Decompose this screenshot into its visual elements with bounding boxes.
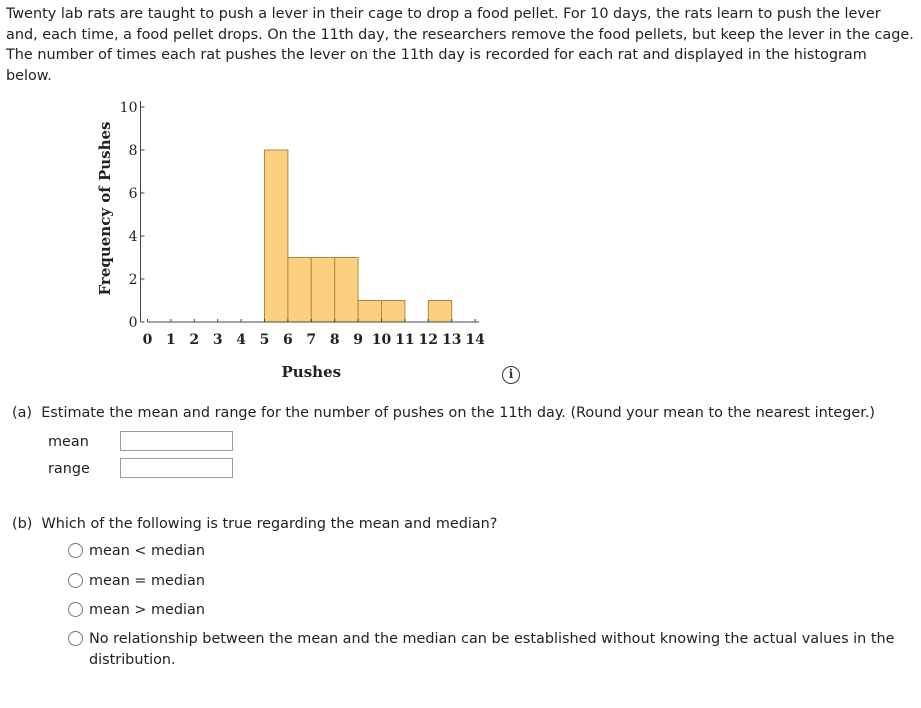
part-b-question <box>12 514 497 534</box>
x-tick-label: 9 <box>353 332 363 348</box>
range-input[interactable] <box>120 458 233 478</box>
histogram-bar <box>382 301 405 323</box>
part-a-text: Estimate the mean and range for the number of pushes on the 11th day. (Round your mean to the nearest integer.) <box>41 405 876 421</box>
part-b-label: (b) <box>12 516 33 532</box>
mean-input[interactable] <box>120 431 233 451</box>
y-tick-label: 4 <box>128 229 138 245</box>
radio-button[interactable] <box>68 602 83 617</box>
x-tick-label: 6 <box>283 332 293 348</box>
histogram-bar <box>358 301 381 323</box>
axes-layer <box>96 100 485 381</box>
x-tick-label: 7 <box>306 332 317 348</box>
y-tick-label: 2 <box>128 272 138 288</box>
y-tick-label: 0 <box>128 315 138 331</box>
part-a-label: (a) <box>12 405 33 421</box>
histogram <box>90 100 510 390</box>
y-tick-label: 6 <box>128 186 138 202</box>
radio-button[interactable] <box>68 631 83 646</box>
histogram-bar <box>311 258 334 323</box>
histogram-bar <box>265 150 288 322</box>
option-label: mean > median <box>89 602 205 618</box>
bars-layer <box>265 150 452 322</box>
histogram-bar <box>288 258 311 323</box>
range-label: range <box>48 461 90 477</box>
y-tick-label: 10 <box>119 100 138 116</box>
option-label: mean < median <box>89 543 205 559</box>
x-tick-label: 10 <box>371 332 392 348</box>
x-tick-label: 1 <box>166 332 176 348</box>
x-axis-label: Pushes <box>281 363 342 381</box>
x-tick-label: 14 <box>465 332 485 348</box>
y-tick-label: 8 <box>128 143 138 159</box>
histogram-bar <box>428 301 451 323</box>
x-tick-label: 8 <box>329 332 340 348</box>
option-label: No relationship between the mean and the median can be established without knowing the actual values in the distribution. <box>89 631 895 668</box>
option-label: mean = median <box>89 573 205 589</box>
x-tick-label: 11 <box>395 332 415 348</box>
x-tick-label: 13 <box>441 332 462 348</box>
problem-intro: Twenty lab rats are taught to push a lever in their cage to drop a food pellet. For 10 days, the rats learn to push the lever and, each time, a food pellet drops. On the 11th day, the researchers remove the food pellets, but keep the lever in the cage. The number of times each rat pushes the lever on the 11th day is recorded for each rat and displayed in the histogram below. <box>6 6 914 84</box>
x-tick-label: 5 <box>259 332 270 348</box>
x-tick-label: 12 <box>418 332 439 348</box>
x-tick-label: 3 <box>212 332 223 348</box>
part-b-text: Which of the following is true regarding the mean and median? <box>41 516 498 532</box>
part-a-question <box>12 403 875 423</box>
mean-label: mean <box>48 434 89 450</box>
radio-button[interactable] <box>68 573 83 588</box>
info-icon[interactable]: i <box>502 366 520 384</box>
x-tick-label: 2 <box>189 332 200 348</box>
x-tick-label: 4 <box>236 332 246 348</box>
x-tick-label: 0 <box>142 332 153 348</box>
radio-button[interactable] <box>68 543 83 558</box>
histogram-bar <box>335 258 358 323</box>
y-axis-label: Frequency of Pushes <box>96 121 114 296</box>
